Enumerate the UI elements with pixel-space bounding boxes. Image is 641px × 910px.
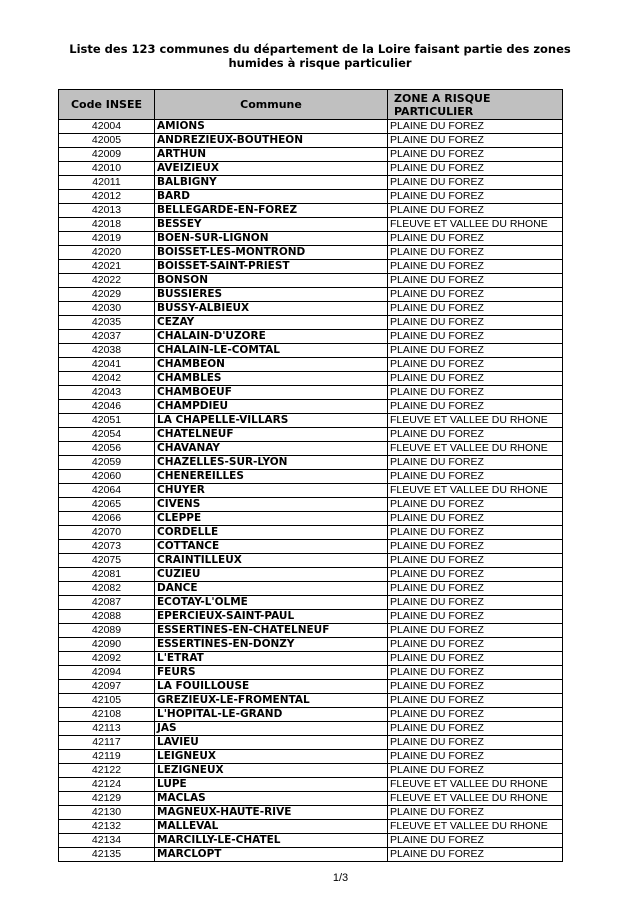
cell-code-insee: 42130 — [59, 806, 155, 820]
cell-zone: PLAINE DU FOREZ — [388, 316, 563, 330]
cell-commune: BUSSY-ALBIEUX — [155, 302, 388, 316]
cell-zone: FLEUVE ET VALLEE DU RHONE — [388, 414, 563, 428]
cell-commune: MARCILLY-LE-CHATEL — [155, 834, 388, 848]
cell-commune: MALLEVAL — [155, 820, 388, 834]
cell-code-insee: 42059 — [59, 456, 155, 470]
cell-commune: CHAMPDIEU — [155, 400, 388, 414]
cell-code-insee: 42013 — [59, 204, 155, 218]
cell-commune: LUPE — [155, 778, 388, 792]
cell-zone: PLAINE DU FOREZ — [388, 610, 563, 624]
cell-code-insee: 42092 — [59, 652, 155, 666]
table-row — [59, 512, 563, 526]
cell-zone: PLAINE DU FOREZ — [388, 694, 563, 708]
cell-code-insee: 42010 — [59, 162, 155, 176]
cell-code-insee: 42030 — [59, 302, 155, 316]
cell-zone: PLAINE DU FOREZ — [388, 428, 563, 442]
table-row — [59, 680, 563, 694]
table-row — [59, 302, 563, 316]
cell-code-insee: 42009 — [59, 148, 155, 162]
cell-commune: CHAZELLES-SUR-LYON — [155, 456, 388, 470]
table-row — [59, 792, 563, 806]
cell-code-insee: 42094 — [59, 666, 155, 680]
cell-code-insee: 42119 — [59, 750, 155, 764]
cell-zone: PLAINE DU FOREZ — [388, 512, 563, 526]
cell-zone: PLAINE DU FOREZ — [388, 526, 563, 540]
cell-commune: CHENEREILLES — [155, 470, 388, 484]
cell-zone: PLAINE DU FOREZ — [388, 204, 563, 218]
cell-zone: PLAINE DU FOREZ — [388, 666, 563, 680]
cell-code-insee: 42020 — [59, 246, 155, 260]
cell-zone: FLEUVE ET VALLEE DU RHONE — [388, 442, 563, 456]
cell-commune: MARCLOPT — [155, 848, 388, 862]
table-row — [59, 736, 563, 750]
cell-commune: JAS — [155, 722, 388, 736]
cell-code-insee: 42011 — [59, 176, 155, 190]
cell-code-insee: 42005 — [59, 134, 155, 148]
cell-commune: CHALAIN-LE-COMTAL — [155, 344, 388, 358]
cell-zone: PLAINE DU FOREZ — [388, 652, 563, 666]
header-zone: ZONE A RISQUE PARTICULIER — [388, 90, 563, 120]
cell-code-insee: 42073 — [59, 540, 155, 554]
table-row — [59, 330, 563, 344]
cell-commune: CORDELLE — [155, 526, 388, 540]
table-row — [59, 470, 563, 484]
cell-zone: PLAINE DU FOREZ — [388, 232, 563, 246]
table-row — [59, 190, 563, 204]
cell-commune: BUSSIERES — [155, 288, 388, 302]
cell-commune: BOISSET-SAINT-PRIEST — [155, 260, 388, 274]
cell-zone: FLEUVE ET VALLEE DU RHONE — [388, 218, 563, 232]
cell-commune: CHAMBLES — [155, 372, 388, 386]
cell-zone: PLAINE DU FOREZ — [388, 806, 563, 820]
cell-zone: PLAINE DU FOREZ — [388, 456, 563, 470]
cell-code-insee: 42108 — [59, 708, 155, 722]
cell-zone: PLAINE DU FOREZ — [388, 162, 563, 176]
cell-commune: ARTHUN — [155, 148, 388, 162]
cell-zone: PLAINE DU FOREZ — [388, 400, 563, 414]
cell-zone: PLAINE DU FOREZ — [388, 568, 563, 582]
cell-code-insee: 42088 — [59, 610, 155, 624]
cell-code-insee: 42012 — [59, 190, 155, 204]
cell-commune: AMIONS — [155, 120, 388, 134]
cell-commune: CHAMBOEUF — [155, 386, 388, 400]
table-row — [59, 750, 563, 764]
header-code-insee: Code INSEE — [59, 90, 155, 120]
cell-code-insee: 42075 — [59, 554, 155, 568]
cell-zone: PLAINE DU FOREZ — [388, 246, 563, 260]
cell-zone: PLAINE DU FOREZ — [388, 848, 563, 862]
cell-zone: PLAINE DU FOREZ — [388, 834, 563, 848]
cell-commune: ESSERTINES-EN-DONZY — [155, 638, 388, 652]
cell-commune: ESSERTINES-EN-CHATELNEUF — [155, 624, 388, 638]
cell-commune: EPERCIEUX-SAINT-PAUL — [155, 610, 388, 624]
table-row — [59, 666, 563, 680]
cell-commune: CLEPPE — [155, 512, 388, 526]
table-row — [59, 554, 563, 568]
cell-code-insee: 42041 — [59, 358, 155, 372]
cell-code-insee: 42019 — [59, 232, 155, 246]
cell-commune: FEURS — [155, 666, 388, 680]
table-row — [59, 246, 563, 260]
table-row — [59, 148, 563, 162]
cell-code-insee: 42066 — [59, 512, 155, 526]
cell-zone: PLAINE DU FOREZ — [388, 176, 563, 190]
cell-zone: PLAINE DU FOREZ — [388, 624, 563, 638]
cell-code-insee: 42035 — [59, 316, 155, 330]
cell-code-insee: 42038 — [59, 344, 155, 358]
table-row — [59, 694, 563, 708]
cell-code-insee: 42129 — [59, 792, 155, 806]
cell-code-insee: 42090 — [59, 638, 155, 652]
table-row — [59, 582, 563, 596]
cell-zone: PLAINE DU FOREZ — [388, 470, 563, 484]
cell-commune: CEZAY — [155, 316, 388, 330]
table-row — [59, 540, 563, 554]
cell-code-insee: 42124 — [59, 778, 155, 792]
cell-code-insee: 42051 — [59, 414, 155, 428]
cell-zone: PLAINE DU FOREZ — [388, 274, 563, 288]
cell-commune: CHUYER — [155, 484, 388, 498]
cell-code-insee: 42043 — [59, 386, 155, 400]
table-row — [59, 232, 563, 246]
cell-commune: LA FOUILLOUSE — [155, 680, 388, 694]
cell-zone: FLEUVE ET VALLEE DU RHONE — [388, 820, 563, 834]
cell-commune: BARD — [155, 190, 388, 204]
cell-commune: BALBIGNY — [155, 176, 388, 190]
cell-zone: PLAINE DU FOREZ — [388, 386, 563, 400]
cell-commune: BONSON — [155, 274, 388, 288]
cell-code-insee: 42122 — [59, 764, 155, 778]
table-row — [59, 610, 563, 624]
cell-zone: PLAINE DU FOREZ — [388, 190, 563, 204]
table-row — [59, 498, 563, 512]
cell-commune: CIVENS — [155, 498, 388, 512]
cell-commune: GREZIEUX-LE-FROMENTAL — [155, 694, 388, 708]
cell-zone: FLEUVE ET VALLEE DU RHONE — [388, 484, 563, 498]
cell-commune: MAGNEUX-HAUTE-RIVE — [155, 806, 388, 820]
cell-commune: LEIGNEUX — [155, 750, 388, 764]
table-row — [59, 414, 563, 428]
cell-zone: PLAINE DU FOREZ — [388, 708, 563, 722]
table-row — [59, 834, 563, 848]
cell-zone: PLAINE DU FOREZ — [388, 134, 563, 148]
page-number: 1/3 — [332, 872, 349, 884]
cell-code-insee: 42113 — [59, 722, 155, 736]
cell-zone: PLAINE DU FOREZ — [388, 554, 563, 568]
cell-code-insee: 42022 — [59, 274, 155, 288]
table-row — [59, 176, 563, 190]
table-row — [59, 568, 563, 582]
table-row — [59, 386, 563, 400]
table-row — [59, 358, 563, 372]
cell-zone: PLAINE DU FOREZ — [388, 540, 563, 554]
cell-commune: AVEIZIEUX — [155, 162, 388, 176]
cell-code-insee: 42087 — [59, 596, 155, 610]
table-row — [59, 764, 563, 778]
cell-commune: CHAVANAY — [155, 442, 388, 456]
cell-commune: MACLAS — [155, 792, 388, 806]
table-row — [59, 526, 563, 540]
cell-code-insee: 42081 — [59, 568, 155, 582]
cell-code-insee: 42042 — [59, 372, 155, 386]
cell-zone: PLAINE DU FOREZ — [388, 764, 563, 778]
table-row — [59, 820, 563, 834]
table-row — [59, 372, 563, 386]
table-row — [59, 638, 563, 652]
cell-zone: PLAINE DU FOREZ — [388, 302, 563, 316]
cell-code-insee: 42046 — [59, 400, 155, 414]
cell-code-insee: 42097 — [59, 680, 155, 694]
cell-code-insee: 42070 — [59, 526, 155, 540]
cell-commune: DANCE — [155, 582, 388, 596]
cell-commune: CRAINTILLEUX — [155, 554, 388, 568]
cell-commune: LAVIEU — [155, 736, 388, 750]
table-row — [59, 344, 563, 358]
cell-zone: PLAINE DU FOREZ — [388, 722, 563, 736]
table-row — [59, 806, 563, 820]
cell-code-insee: 42105 — [59, 694, 155, 708]
cell-code-insee: 42064 — [59, 484, 155, 498]
table-row — [59, 288, 563, 302]
cell-zone: PLAINE DU FOREZ — [388, 498, 563, 512]
table-row — [59, 260, 563, 274]
cell-commune: LEZIGNEUX — [155, 764, 388, 778]
table-row — [59, 428, 563, 442]
cell-commune: COTTANCE — [155, 540, 388, 554]
cell-zone: PLAINE DU FOREZ — [388, 638, 563, 652]
cell-code-insee: 42089 — [59, 624, 155, 638]
cell-zone: PLAINE DU FOREZ — [388, 582, 563, 596]
cell-commune: BOISSET-LES-MONTROND — [155, 246, 388, 260]
cell-commune: CHAMBEON — [155, 358, 388, 372]
cell-commune: CHATELNEUF — [155, 428, 388, 442]
cell-code-insee: 42060 — [59, 470, 155, 484]
cell-code-insee: 42037 — [59, 330, 155, 344]
table-row — [59, 484, 563, 498]
cell-zone: PLAINE DU FOREZ — [388, 288, 563, 302]
table-row — [59, 722, 563, 736]
cell-zone: PLAINE DU FOREZ — [388, 750, 563, 764]
cell-commune: BOEN-SUR-LIGNON — [155, 232, 388, 246]
cell-code-insee: 42135 — [59, 848, 155, 862]
cell-code-insee: 42134 — [59, 834, 155, 848]
cell-zone: PLAINE DU FOREZ — [388, 596, 563, 610]
table-row — [59, 204, 563, 218]
table-row — [59, 778, 563, 792]
cell-code-insee: 42018 — [59, 218, 155, 232]
table-row — [59, 652, 563, 666]
cell-commune: BESSEY — [155, 218, 388, 232]
cell-code-insee: 42054 — [59, 428, 155, 442]
cell-code-insee: 42065 — [59, 498, 155, 512]
table-header-row — [59, 90, 563, 120]
cell-commune: ECOTAY-L'OLME — [155, 596, 388, 610]
document-title: Liste des 123 communes du département de la Loire faisant partie des zones humides à risque particulier — [69, 42, 571, 70]
cell-commune: ANDREZIEUX-BOUTHEON — [155, 134, 388, 148]
cell-code-insee: 42029 — [59, 288, 155, 302]
table-row — [59, 624, 563, 638]
cell-commune: LA CHAPELLE-VILLARS — [155, 414, 388, 428]
cell-commune: CHALAIN-D'UZORE — [155, 330, 388, 344]
cell-code-insee: 42082 — [59, 582, 155, 596]
table-row — [59, 456, 563, 470]
table-row — [59, 274, 563, 288]
cell-zone: PLAINE DU FOREZ — [388, 120, 563, 134]
cell-code-insee: 42021 — [59, 260, 155, 274]
cell-zone: PLAINE DU FOREZ — [388, 260, 563, 274]
cell-zone: PLAINE DU FOREZ — [388, 680, 563, 694]
communes-table — [58, 89, 563, 862]
cell-commune: BELLEGARDE-EN-FOREZ — [155, 204, 388, 218]
cell-zone: FLEUVE ET VALLEE DU RHONE — [388, 792, 563, 806]
table-row — [59, 162, 563, 176]
table-row — [59, 596, 563, 610]
table-row — [59, 120, 563, 134]
cell-zone: PLAINE DU FOREZ — [388, 372, 563, 386]
cell-zone: PLAINE DU FOREZ — [388, 358, 563, 372]
cell-commune: CUZIEU — [155, 568, 388, 582]
cell-code-insee: 42056 — [59, 442, 155, 456]
header-commune: Commune — [155, 90, 388, 120]
cell-zone: PLAINE DU FOREZ — [388, 330, 563, 344]
cell-code-insee: 42004 — [59, 120, 155, 134]
cell-commune: L'HOPITAL-LE-GRAND — [155, 708, 388, 722]
table-row — [59, 218, 563, 232]
table-row — [59, 134, 563, 148]
table-row — [59, 442, 563, 456]
cell-zone: PLAINE DU FOREZ — [388, 736, 563, 750]
table-row — [59, 400, 563, 414]
table-row — [59, 316, 563, 330]
table-body — [59, 120, 563, 862]
cell-commune: L'ETRAT — [155, 652, 388, 666]
cell-zone: PLAINE DU FOREZ — [388, 148, 563, 162]
cell-code-insee: 42132 — [59, 820, 155, 834]
cell-zone: FLEUVE ET VALLEE DU RHONE — [388, 778, 563, 792]
cell-zone: PLAINE DU FOREZ — [388, 344, 563, 358]
table-row — [59, 708, 563, 722]
cell-code-insee: 42117 — [59, 736, 155, 750]
table-row — [59, 848, 563, 862]
